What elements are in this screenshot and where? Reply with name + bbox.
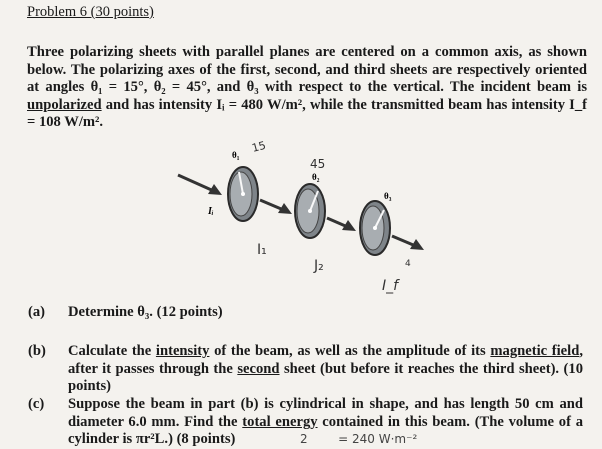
incident-arrow [178,175,222,195]
qc-text-2: contained in this beam. (The volume of a cylinder is πr²L.) (8 points) [68,413,583,447]
label-theta3: θ₃ [384,191,392,201]
theta3-symbol: θ₃ [246,79,259,95]
qb-text-3: , after it passes through the [68,343,583,377]
intro-text-5: while the transmitted beam has intensity [305,96,570,113]
question-a-text: Determine θ₃. (12 points) [68,304,223,320]
hand-note-4: 4 [405,259,411,269]
incident-intensity: Iᵢ = 480 W/m², [216,96,306,113]
label-theta1: θ₁ [232,150,240,160]
arrow-1-2 [260,200,292,214]
hand-note-15: 15 [250,138,268,155]
polarizer-sheet-3 [360,201,390,255]
polarizer-sheet-1 [228,167,258,221]
qb-text-4: sheet (but before it reaches the third sheet). (10 points) [68,360,583,394]
intro-text-2: and [210,79,247,95]
problem-title: Problem 6 (30 points) [27,4,154,20]
hand-note-I2: J₂ [314,258,324,274]
question-a-label: (a) [28,304,46,320]
question-b-text [68,343,583,396]
qb-intensity: intensity [155,343,210,359]
qc-text-1: Suppose the beam in part (b) is cylindrical in shape, and has length 50 cm and diameter 6.0 mm. Find the [68,396,583,430]
transmitted-arrow [392,236,424,250]
arrow-2-3 [327,218,356,231]
theta1-value: θ₁ = 15°, [90,79,148,95]
question-b-label: (b) [28,343,46,359]
bottom-scribble: 2 = 240 W·m⁻² [300,432,418,446]
intro-text-4: and has intensity [101,96,217,113]
question-c-label: (c) [28,396,45,412]
intro-text-1: Three polarizing sheets with parallel planes are centered on a common axis, as shown below. The polarizing axes of the first, second, and third sheets are respectively oriented at angles [27,44,587,95]
label-Ii: Iᵢ [208,206,214,217]
hand-note-45: 45 [310,157,326,171]
hand-note-I1: I₁ [257,242,267,258]
label-theta2: θ₂ [312,172,320,182]
intro-text-3: with respect to the vertical. The incident beam is [258,79,587,95]
unpolarized-word: unpolarized [27,96,102,113]
qb-magnetic-field: magnetic field [490,343,580,359]
theta2-value: θ₂ = 45°, [153,79,211,95]
polarizer-sheet-2 [295,184,325,238]
final-intensity: I_f = 108 W/m². [27,96,588,130]
hand-note-If: I_f [382,278,399,294]
qb-second: second [237,360,280,377]
qb-text-2: of the beam, as well as the amplitude of its [209,343,491,359]
qb-text-1: Calculate the [68,343,156,359]
qc-total-energy: total energy [242,413,318,430]
